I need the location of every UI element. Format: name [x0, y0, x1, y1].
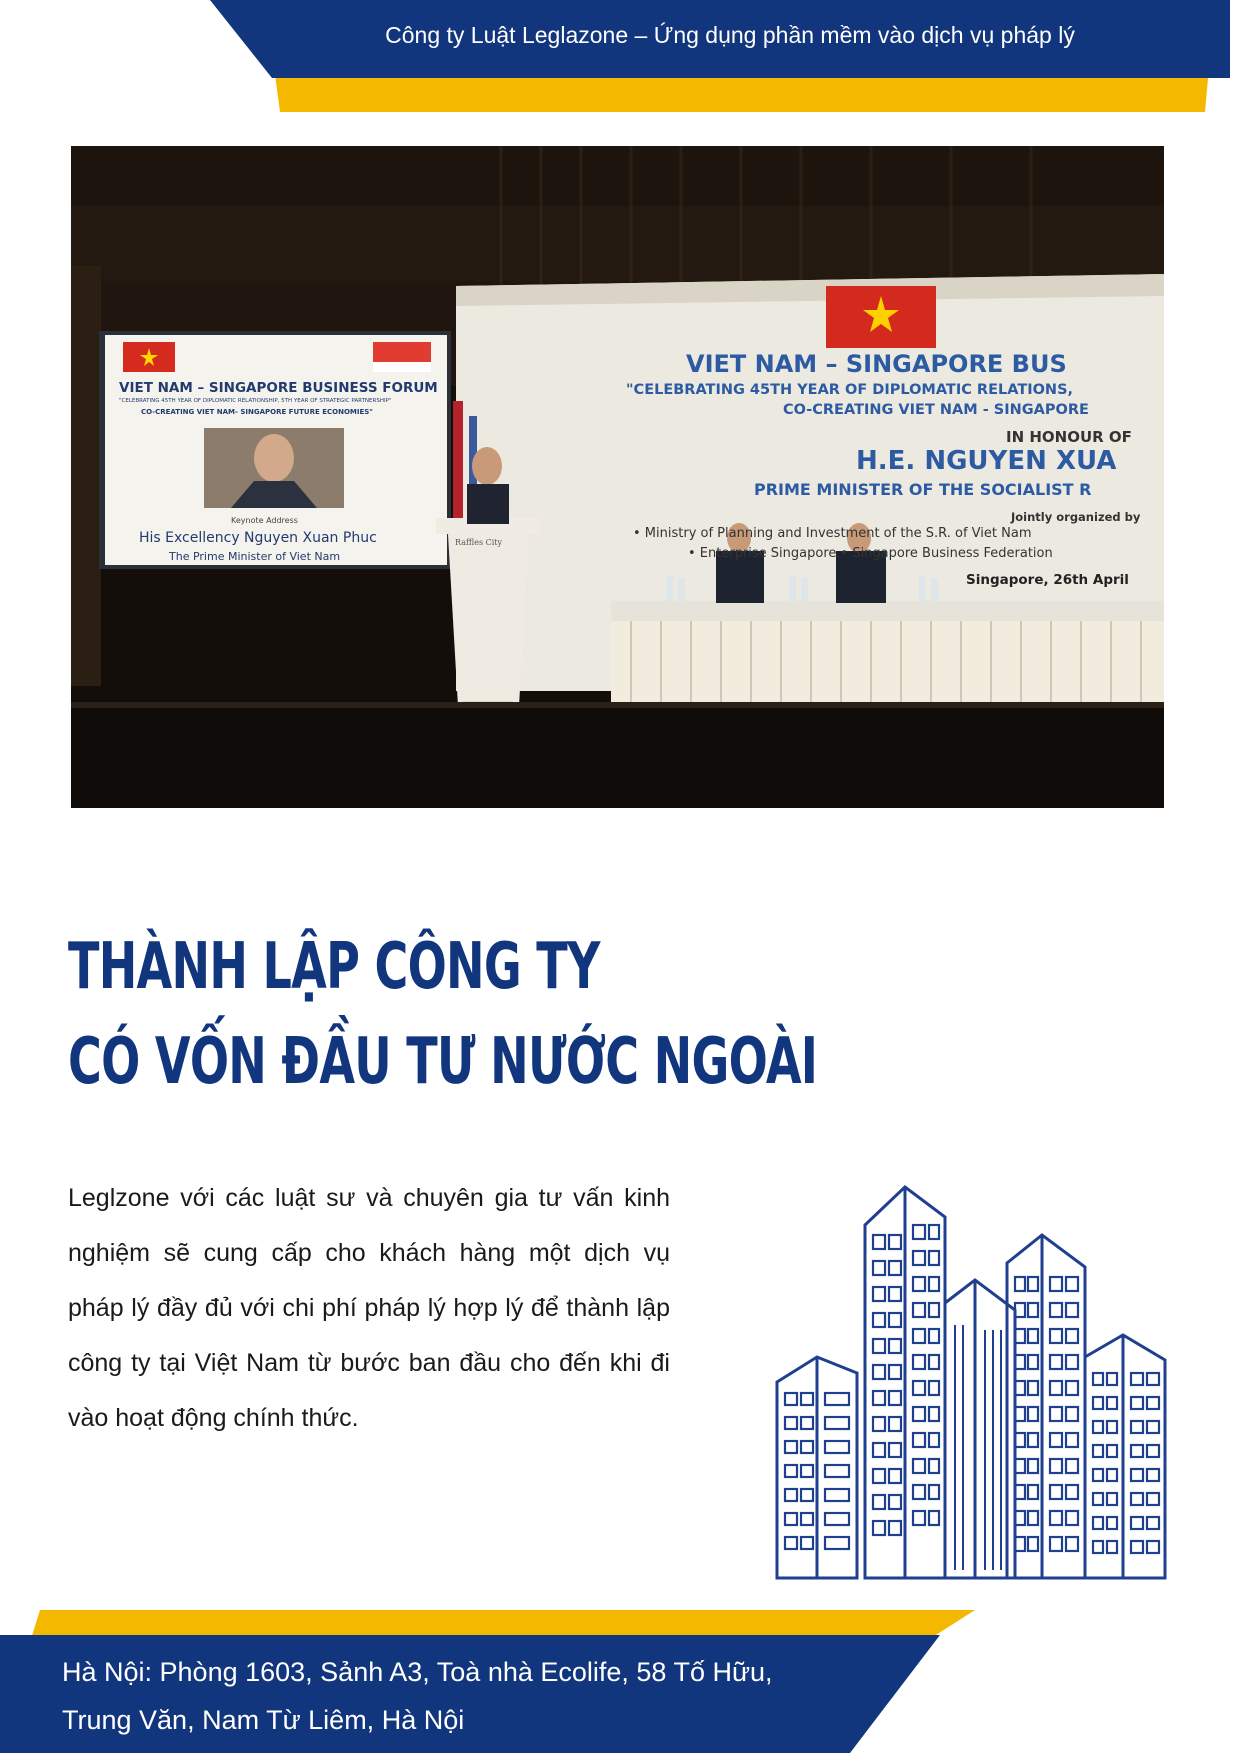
backdrop-title: VIET NAM – SINGAPORE BUS	[686, 350, 1067, 378]
header-banner	[0, 0, 1240, 115]
footer-address-line-1: Hà Nội: Phòng 1603, Sảnh A3, Toà nhà Ecolife, 58 Tố Hữu,	[62, 1657, 773, 1687]
backdrop-line-6: Jointly organized by	[1011, 510, 1141, 524]
backdrop-line-3: IN HONOUR OF	[1006, 428, 1132, 446]
backdrop-line-7: • Ministry of Planning and Investment of the S.R. of Viet Nam	[633, 526, 1032, 541]
screen-keynote-label: Keynote Address	[231, 516, 298, 525]
screen-speaker-role: The Prime Minister of Viet Nam	[169, 550, 341, 563]
intro-paragraph: Leglzone với các luật sư và chuyên gia tư vấn kinh nghiệm sẽ cung cấp cho khách hàng một dịch vụ pháp lý đầy đủ với chi phí pháp lý hợp lý để thành lập công ty tại Việt Nam từ bước ban đầu cho đến khi đi vào hoạt động chính thức.	[68, 1184, 670, 1432]
backdrop-line-9: Singapore, 26th April	[966, 572, 1129, 588]
page-title-line-1: THÀNH LẬP CÔNG TY	[68, 930, 600, 1004]
header-tagline: Công ty Luật Leglazone – Ứng dụng phần mềm vào dịch vụ pháp lý	[385, 22, 1075, 48]
screen-forum-title: VIET NAM – SINGAPORE BUSINESS FORUM	[119, 380, 438, 396]
podium-sign: Raffles City	[455, 538, 503, 547]
backdrop-line-1: "CELEBRATING 45TH YEAR OF DIPLOMATIC RELATIONS,	[626, 382, 1074, 398]
forum-photo	[71, 146, 1164, 808]
buildings-icon	[775, 1185, 1168, 1580]
footer-address-line-2: Trung Văn, Nam Từ Liêm, Hà Nội	[62, 1705, 465, 1735]
forum-photo-scene	[71, 146, 1164, 808]
screen-speaker-name: His Excellency Nguyen Xuan Phuc	[139, 530, 377, 546]
backdrop-line-2: CO-CREATING VIET NAM - SINGAPORE	[783, 402, 1089, 418]
backdrop-line-8: • Enterprise Singapore • Singapore Business Federation	[688, 546, 1053, 561]
backdrop-line-4: H.E. NGUYEN XUA	[856, 446, 1117, 476]
screen-sub-line-2: CO-CREATING VIET NAM- SINGAPORE FUTURE ECONOMIES"	[141, 408, 373, 416]
page-title-line-2: CÓ VỐN ĐẦU TƯ NƯỚC NGOÀI	[68, 1025, 818, 1099]
backdrop-line-5: PRIME MINISTER OF THE SOCIALIST R	[754, 480, 1092, 499]
screen-sub-line-1: "CELEBRATING 45TH YEAR OF DIPLOMATIC RELATIONSHIP, 5TH YEAR OF STRATEGIC PARTNERSHIP"	[119, 398, 392, 404]
